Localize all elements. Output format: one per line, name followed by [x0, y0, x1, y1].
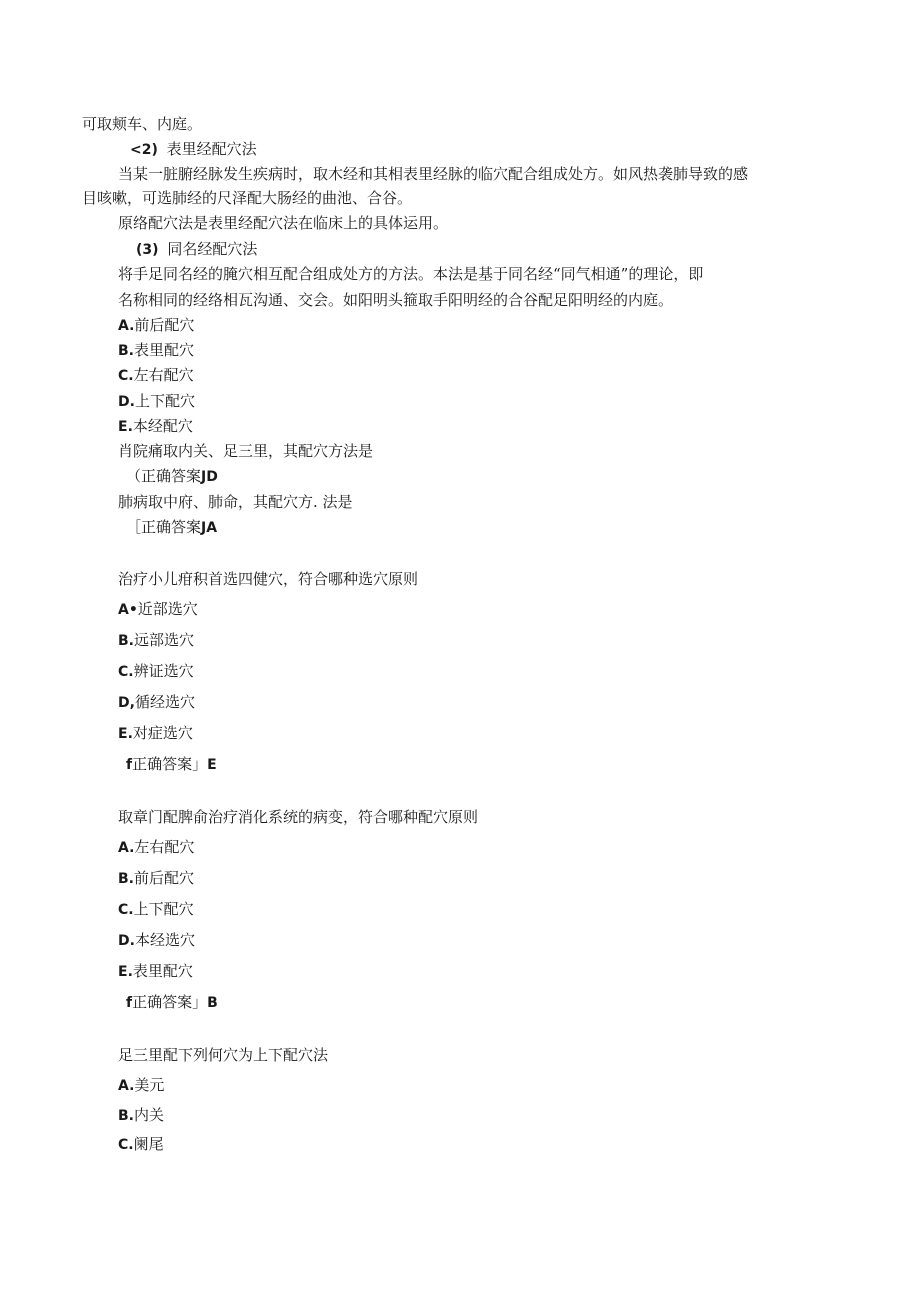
option-item [118, 661, 194, 682]
option-item [118, 391, 195, 412]
option-text: 表里配穴 [134, 341, 195, 359]
option-letter: D, [118, 695, 135, 711]
option-letter: A. [118, 1078, 135, 1094]
option-item [118, 930, 195, 951]
option-text: 阑尾 [133, 1135, 164, 1153]
option-letter: A• [118, 602, 138, 618]
option-letter: A. [118, 318, 135, 334]
option-text: 表里配穴 [132, 962, 193, 980]
option-letter: B. [118, 343, 134, 359]
paragraph-line: 将手足同名经的腌穴相互配合组成处方的方法。本法是基于同名经“同气相通”的理论，即 [118, 265, 704, 283]
option-item [118, 599, 198, 620]
question-text: 足三里配下列何穴为上下配穴法 [118, 1046, 329, 1064]
option-text: 左右配穴 [134, 838, 195, 856]
heading-number: <2) [130, 142, 158, 158]
answer-line [126, 517, 217, 538]
option-letter: C. [118, 902, 134, 918]
option-item [118, 315, 194, 336]
option-text: 前后配穴 [134, 316, 195, 334]
option-text: 对症选穴 [132, 724, 193, 742]
answer-prefix: f [126, 757, 133, 773]
option-letter: E. [118, 964, 133, 980]
heading-number: (3) [136, 242, 159, 258]
text-line: 可取颊车、内庭。 [82, 115, 203, 133]
answer-line [126, 466, 218, 487]
answer-value: JA [201, 520, 218, 536]
option-letter: B. [118, 1108, 134, 1124]
option-text: 左右配穴 [133, 366, 194, 384]
question-text: 肖院痛取内关、足三里，其配穴方法是 [118, 442, 374, 460]
answer-label: （正确答案 [126, 467, 202, 485]
paragraph-line: 目咳嗽，可选肺经的尺泽配大肠经的曲池、合谷。 [82, 189, 413, 207]
option-item [118, 837, 194, 858]
question-text: 治疗小儿疳积首选四健穴，符合哪种选穴原则 [118, 570, 419, 588]
answer-label: 正确答案」 [132, 755, 208, 773]
option-item [118, 1134, 164, 1155]
paragraph-line: 当某一脏腑经脉发生疾病时，取木经和其相表里经脉的临穴配合组成处方。如风热袭肺导致的感 [118, 165, 749, 183]
option-letter: E. [118, 726, 133, 742]
answer-label: ［正确答案 [126, 518, 202, 536]
section-heading [136, 239, 257, 260]
option-text: 美元 [134, 1076, 165, 1094]
option-item [118, 1075, 164, 1096]
option-item [118, 899, 194, 920]
option-text: 本经配穴 [132, 417, 193, 435]
option-letter: D. [118, 933, 135, 949]
answer-value: B [207, 995, 218, 1011]
option-text: 本经选穴 [134, 931, 195, 949]
option-item [118, 961, 193, 982]
answer-label: 正确答案」 [132, 993, 208, 1011]
option-text: 上下配穴 [134, 392, 195, 410]
answer-value: E [207, 757, 217, 773]
option-letter: D. [118, 394, 135, 410]
option-letter: C. [118, 664, 134, 680]
answer-prefix: f [126, 995, 133, 1011]
option-letter: C. [118, 368, 134, 384]
question-text: 取章门配脾俞治疗消化系统的病变，符合哪种配穴原则 [118, 808, 479, 826]
option-item [118, 1105, 164, 1126]
option-letter: B. [118, 633, 134, 649]
option-letter: C. [118, 1137, 134, 1153]
option-item [118, 868, 194, 889]
option-letter: A. [118, 840, 135, 856]
option-item [118, 416, 193, 437]
paragraph-line: 名称相同的经络相瓦沟通、交会。如阳明头箍取手阳明经的合谷配足阳明经的内庭。 [118, 291, 674, 309]
option-item [118, 340, 194, 361]
option-text: 前后配穴 [134, 869, 195, 887]
answer-line [126, 992, 218, 1013]
option-text: 循经选穴 [134, 693, 195, 711]
option-item [118, 630, 194, 651]
paragraph-line: 原络配穴法是表里经配穴法在临床上的具体运用。 [118, 214, 449, 232]
option-letter: E. [118, 419, 133, 435]
option-text: 远部选穴 [134, 631, 195, 649]
question-text: 肺病取中府、肺命，其配穴方. 法是 [118, 493, 353, 511]
answer-value: JD [201, 469, 218, 485]
heading-text: 表里经配穴法 [166, 140, 257, 158]
option-text: 上下配穴 [133, 900, 194, 918]
option-text: 辨证选穴 [133, 662, 194, 680]
section-heading [130, 139, 257, 160]
answer-line [126, 754, 217, 775]
option-item [118, 723, 193, 744]
option-text: 近部选穴 [137, 600, 198, 618]
option-text: 内关 [134, 1106, 165, 1124]
heading-text: 同名经配穴法 [167, 240, 258, 258]
option-item [118, 365, 194, 386]
option-item [118, 692, 195, 713]
option-letter: B. [118, 871, 134, 887]
